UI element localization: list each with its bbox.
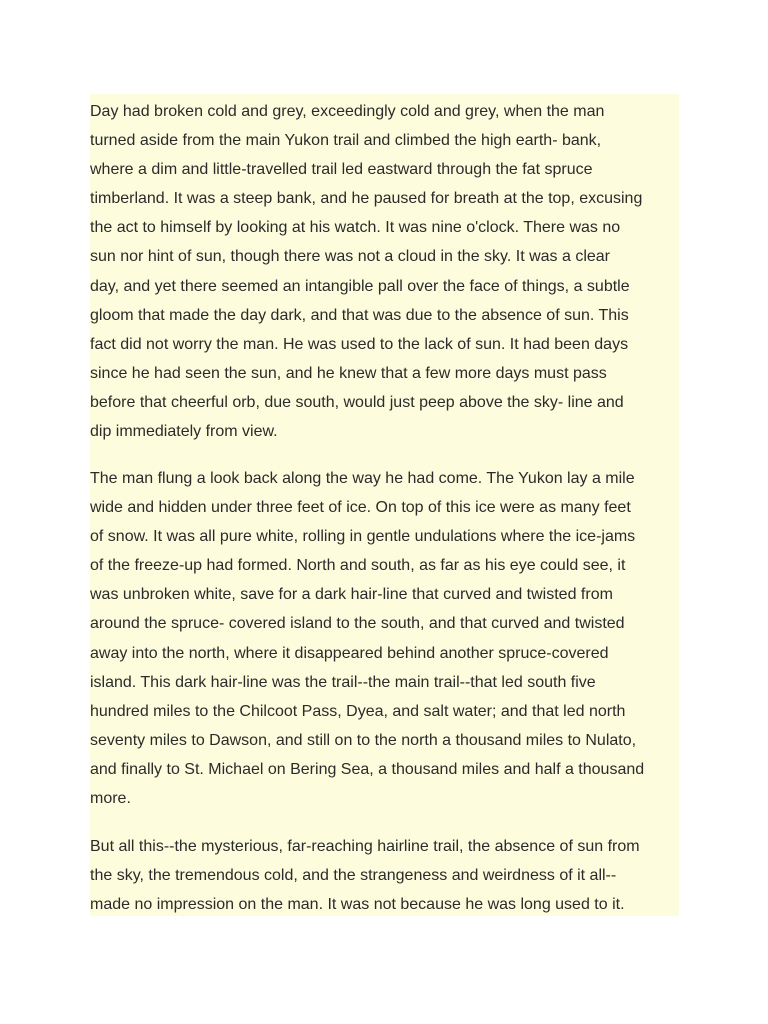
text-line: day, and yet there seemed an intangible pall over the face of things, a subtle bbox=[90, 277, 630, 295]
text-line: was unbroken white, save for a dark hair-line that curved and twisted from bbox=[90, 586, 613, 604]
text-line: around the spruce- covered island to the south, and that curved and twisted bbox=[90, 615, 625, 633]
text-line: the act to himself by looking at his watch. It was nine o'clock. There was no bbox=[90, 219, 621, 237]
paragraph-2 bbox=[90, 464, 679, 813]
text-line: Day had broken cold and grey, exceedingly cold and grey, when the man bbox=[90, 103, 605, 120]
text-line: wide and hidden under three feet of ice. On top of this ice were as many feet bbox=[90, 499, 631, 517]
text-line: the sky, the tremendous cold, and the strangeness and weirdness of it all-- bbox=[90, 867, 617, 885]
text-line: of snow. It was all pure white, rolling in gentle undulations where the ice-jams bbox=[90, 528, 636, 546]
text-line: gloom that made the day dark, and that was due to the absence of sun. This bbox=[90, 306, 629, 324]
highlighted-text-block bbox=[90, 94, 679, 916]
text-line: and finally to St. Michael on Bering Sea, a thousand miles and half a thousand bbox=[90, 760, 645, 778]
text-line: timberland. It was a steep bank, and he paused for breath at the top, excusing bbox=[90, 190, 643, 208]
paragraph-3 bbox=[90, 832, 679, 919]
text-line: hundred miles to the Chilcoot Pass, Dyea, and salt water; and that led north bbox=[90, 702, 626, 720]
text-line: dip immediately from view. bbox=[90, 423, 278, 441]
text-line: more. bbox=[90, 790, 131, 808]
text-line: made no impression on the man. It was not because he was long used to it. bbox=[90, 896, 625, 914]
text-line: fact did not worry the man. He was used to the lack of sun. It had been days bbox=[90, 335, 629, 353]
text-line: since he had seen the sun, and he knew that a few more days must pass bbox=[90, 364, 607, 382]
paragraph-1 bbox=[90, 97, 679, 446]
text-line: away into the north, where it disappeared behind another spruce-covered bbox=[90, 644, 609, 662]
text-line: The man flung a look back along the way he had come. The Yukon lay a mile bbox=[90, 470, 635, 487]
text-line: of the freeze-up had formed. North and south, as far as his eye could see, it bbox=[90, 557, 626, 575]
text-line: turned aside from the main Yukon trail and climbed the high earth- bank, bbox=[90, 132, 602, 150]
text-line: island. This dark hair-line was the trail--the main trail--that led south five bbox=[90, 673, 596, 691]
text-line: before that cheerful orb, due south, would just peep above the sky- line and bbox=[90, 393, 624, 411]
text-line: But all this--the mysterious, far-reaching hairline trail, the absence of sun from bbox=[90, 838, 640, 855]
text-line: seventy miles to Dawson, and still on to the north a thousand miles to Nulato, bbox=[90, 731, 637, 749]
text-line: where a dim and little-travelled trail led eastward through the fat spruce bbox=[90, 161, 593, 179]
text-line: sun nor hint of sun, though there was not a cloud in the sky. It was a clear bbox=[90, 248, 610, 266]
